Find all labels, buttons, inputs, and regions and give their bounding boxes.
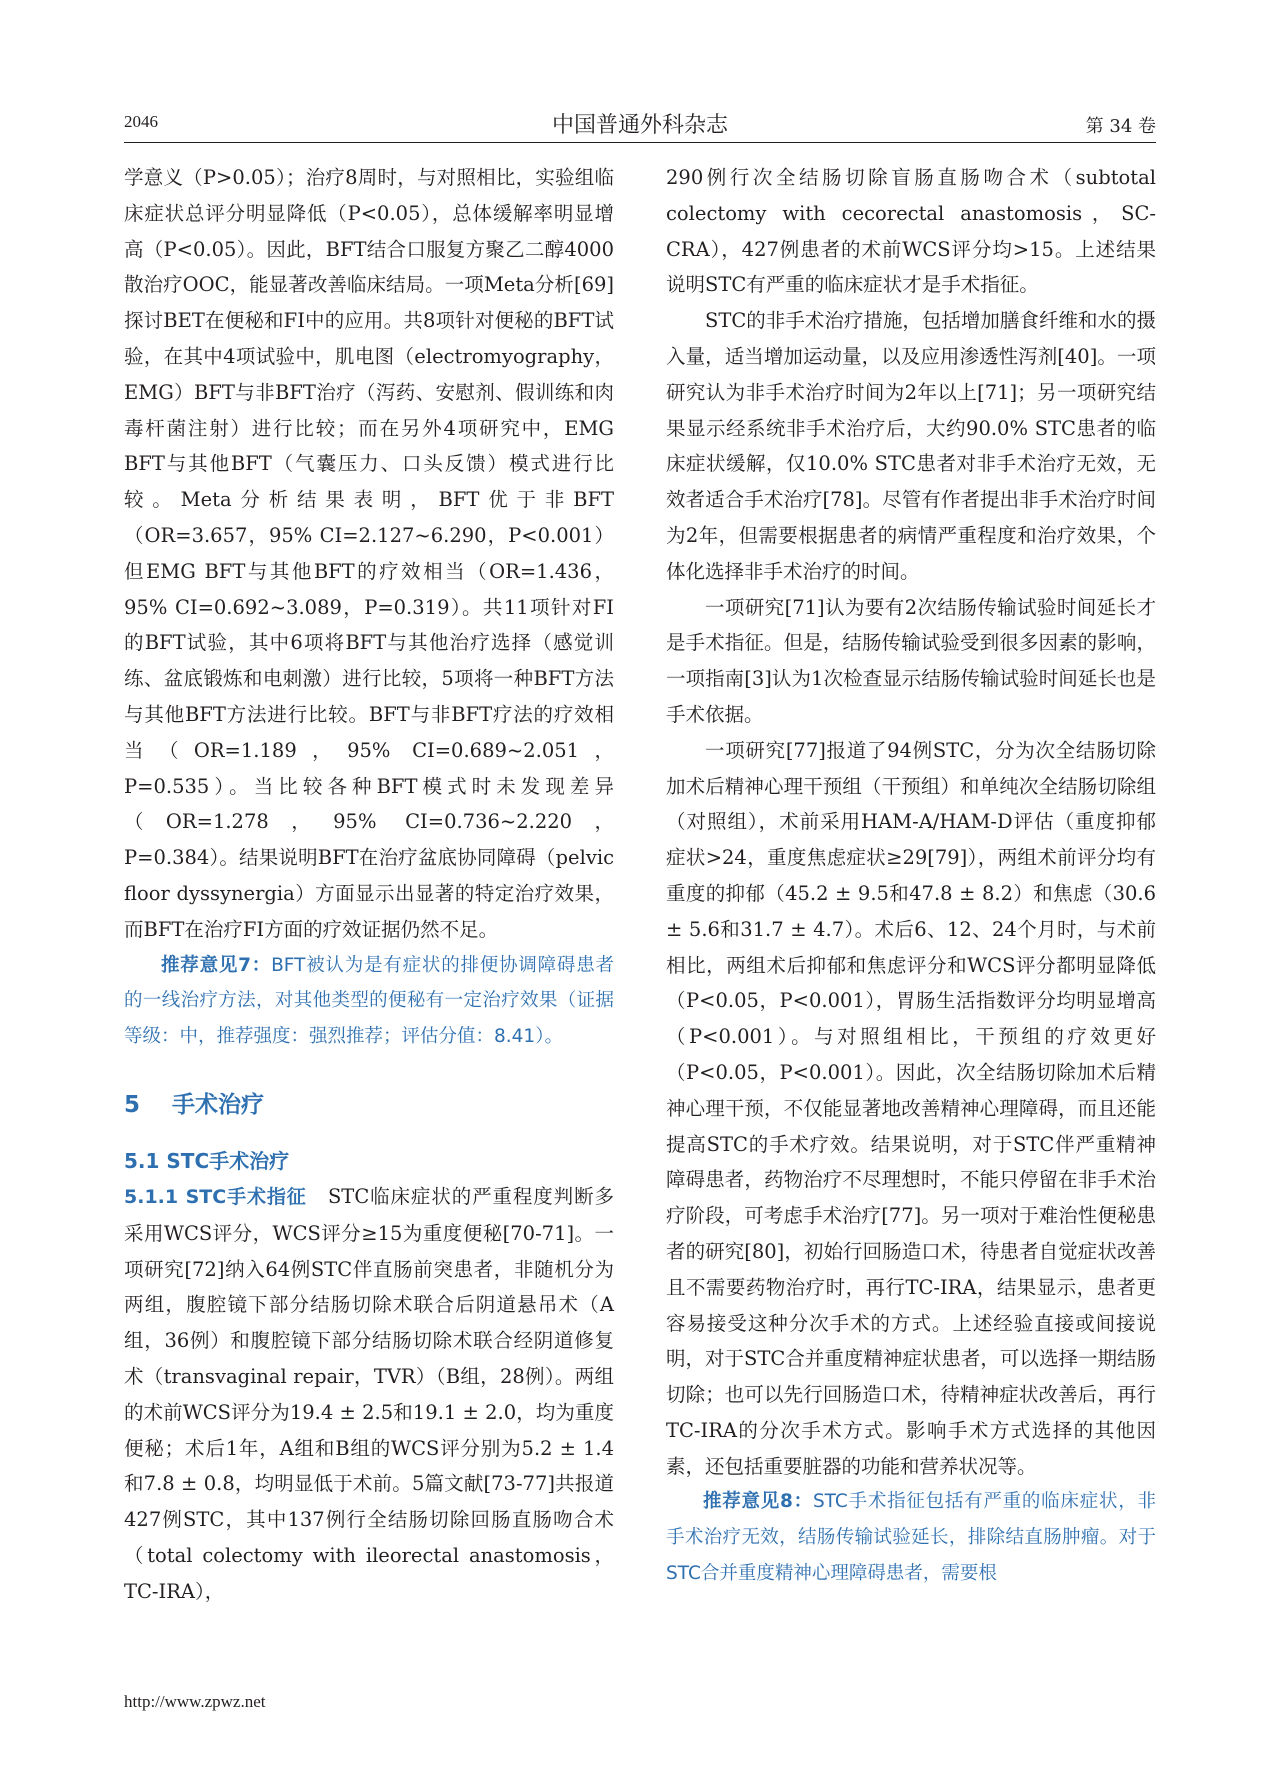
journal-title: 中国普通外科杂志 <box>551 113 728 138</box>
paragraph-bft-meta: 学意义（P>0.05）；治疗8周时，与对照相比，实验组临床症状总评分明显降低（P<0.05），总体缓解率明显增高（P<0.05）。因此，BFT结合口服复方聚乙二醇4000散治疗OOC，能显著改善临床结局。一项Meta分析[69]探讨BET在便秘和FI中的应用。共8项针对便秘的BFT试验，在其中4项试验中，肌电图（electromyography，EMG）BFT与非BFT治疗（泻药、安慰剂、假训练和肉毒杆菌注射）进行比较；而在另外4项研究中，EMG BFT与其他BFT（气囊压力、口头反馈）模式进行比较。Meta分析结果表明，BFT优于非BFT（OR=3.657，95% CI=2.127~6.290，P<0.001）但EMG BFT与其他BFT的疗效相当（OR=1.436，95% CI=0.692~3.089，P=0.319）。共11项针对FI的BFT试验，其中6项将BFT与其他治疗选择（感觉训练、盆底锻炼和电刺激）进行比较，5项将一种BFT方法与其他BFT方法进行比较。BFT与非BFT疗法的疗效相当（OR=1.189，95% CI=0.689~2.051，P=0.535）。当比较各种BFT模式时未发现差异（OR=1.278，95% CI=0.736~2.220，P=0.384）。结果说明BFT在治疗盆底协同障碍（pelvic floor dyssynergia）方面显示出显著的特定治疗效果，而BFT在治疗FI方面的疗效证据仍然不足。 <box>124 166 614 941</box>
header-rule <box>124 142 1156 143</box>
section-5-1-heading: 5.1 STC手术治疗 <box>124 1148 290 1173</box>
paragraph-transit-test: 一项研究[71]认为要有2次结肠传输试验时间延长才是手术指征。但是，结肠传输试验受到很多因素的影响，一项指南[3]认为1次检查显示结肠传输试验时间延长也是手术依据。 <box>666 595 1156 726</box>
recommendation-8-text: STC手术指征包括有严重的临床症状，非手术治疗无效，结肠传输试验延长，排除结直肠肿瘤。对于STC合并重度精神心理障碍患者，需要根 <box>666 1491 1156 1585</box>
right-column <box>666 160 1156 1592</box>
volume-label: 第 34 卷 <box>1085 116 1156 137</box>
recommendation-8 <box>666 1484 1156 1591</box>
paragraph-sc-cra: 290例行次全结肠切除盲肠直肠吻合术（subtotal colectomy with cecorectal anastomosis，SC-CRA），427例患者的术前WCS评分均>15。上述结果说明STC有严重的临床症状才是手术指征。 <box>666 166 1156 297</box>
recommendation-7 <box>124 948 614 1055</box>
page-header <box>124 108 1156 140</box>
paragraph-stc-indication <box>124 1179 614 1610</box>
section-5-heading <box>124 1085 614 1125</box>
paragraph-psych-intervention: 一项研究[77]报道了94例STC，分为次全结肠切除加术后精神心理干预组（干预组）和单纯次全结肠切除组（对照组），术前采用HAM-A/HAM-D评估（重度抑郁症状>24，重度焦虑症状≥29[79]），两组术前评分均有重度的抑郁（45.2 ± 9.5和47.8 ± 8.2）和焦虑（30.6 ± 5.6和31.7 ± 4.7）。术后6、12、24个月时，与术前相比，两组术后抑郁和焦虑评分和WCS评分都明显降低（P<0.05，P<0.001），胃肠生活指数评分均明显增高（P<0.001）。与对照组相比，干预组的疗效更好（P<0.05，P<0.001）。因此，次全结肠切除加术后精神心理干预，不仅能显著地改善精神心理障碍，而且还能提高STC的手术疗效。结果说明，对于STC伴严重精神障碍患者，药物治疗不尽理想时，不能只停留在非手术治疗阶段，可考虑手术治疗[77]。另一项对于难治性便秘患者的研究[80]，初始行回肠造口术，待患者自觉症状改善且不需要药物治疗时，再行TC-IRA，结果显示，患者更容易接受这种分次手术的方式。上述经验直接或间接说明，对于STC合并重度精神症状患者，可以选择一期结肠切除；也可以先行回肠造口术，待精神症状改善后，再行TC-IRA的分次手术方式。影响手术方式选择的其他因素，还包括重要脏器的功能和营养状况等。 <box>666 738 1156 1478</box>
section-5-1-1-heading: 5.1.1 STC手术指征 <box>124 1185 307 1208</box>
section-5-title: 手术治疗 <box>172 1091 264 1118</box>
recommendation-8-label: 推荐意见8： <box>703 1491 813 1513</box>
recommendation-7-text: BFT被认为是有症状的排便协调障碍患者的一线治疗方法，对其他类型的便秘有一定治疗效果（证据等级：中，推荐强度：强烈推荐；评估分值：8.41）。 <box>124 954 615 1048</box>
left-column <box>124 160 614 1609</box>
paragraph-nonsurgical: STC的非手术治疗措施，包括增加膳食纤维和水的摄入量，适当增加运动量，以及应用渗透性泻剂[40]。一项研究认为非手术治疗时间为2年以上[71]；另一项研究结果显示经系统非手术治疗后，大约90.0% STC患者的临床症状缓解，仅10.0% STC患者对非手术治疗无效，无效者适合手术治疗[78]。尽管有作者提出非手术治疗时间为2年，但需要根据患者的病情严重程度和治疗效果，个体化选择非手术治疗的时间。 <box>666 309 1156 583</box>
section-5-number: 5 <box>124 1091 141 1118</box>
page-number: 2046 <box>124 112 158 131</box>
recommendation-7-label: 推荐意见7： <box>161 954 272 976</box>
paragraph-stc-indication-text: STC临床症状的严重程度判断多采用WCS评分，WCS评分≥15为重度便秘[70-71]。一项研究[72]纳入64例STC伴直肠前突患者，非随机分为两组，腹腔镜下部分结肠切除术联合后阴道悬吊术（A组，36例）和腹腔镜下部分结肠切除术联合经阴道修复术（transvaginal repair，TVR）（B组，28例）。两组的术前WCS评分为19.4 ± 2.5和19.1 ± 2.0，均为重度便秘；术后1年，A组和B组的WCS评分别为5.2 ± 1.4和7.8 ± 0.8，均明显低于术前。5篇文献[73-77]共报道427例STC，其中137例行全结肠切除回肠直肠吻合术（total colectomy with ileorectal anastomosis，TC-IRA）， <box>124 1184 614 1603</box>
footer-url: http://www.zpwz.net <box>124 1692 266 1711</box>
